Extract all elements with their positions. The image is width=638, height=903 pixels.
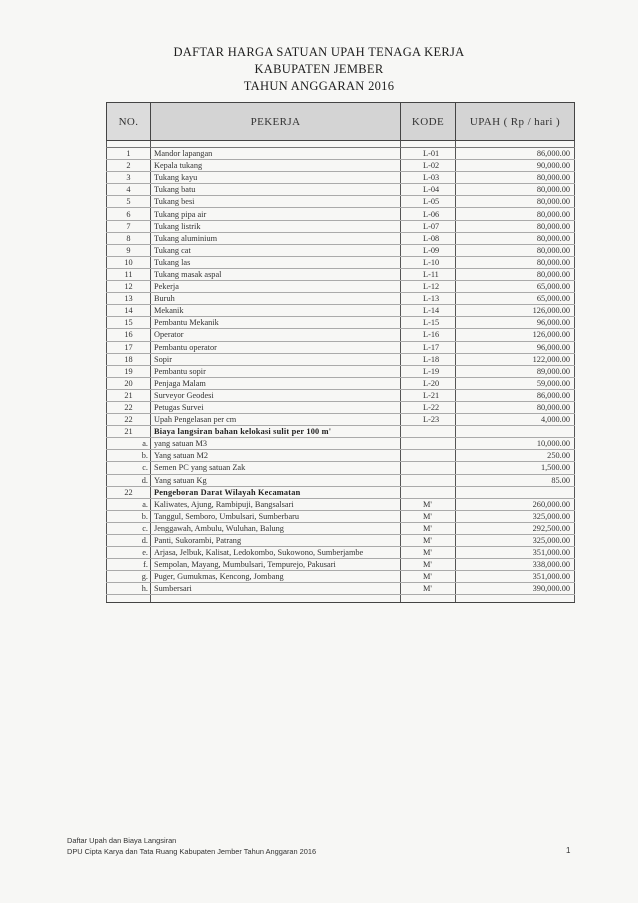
cell-no: 18 xyxy=(107,353,151,365)
cell-kode: L-23 xyxy=(401,414,456,426)
page-number: 1 xyxy=(566,846,571,855)
cell-upah: 250.00 xyxy=(456,450,575,462)
footer xyxy=(67,836,316,857)
cell-upah: 325,000.00 xyxy=(456,535,575,547)
cell-upah: 80,000.00 xyxy=(456,401,575,413)
cell-kode: M' xyxy=(401,547,456,559)
cell-kode: L-10 xyxy=(401,256,456,268)
cell-pekerja: Penjaga Malam xyxy=(151,377,401,389)
cell-upah: 80,000.00 xyxy=(456,172,575,184)
table-row xyxy=(107,329,575,341)
cell-pekerja: Tukang listrik xyxy=(151,220,401,232)
cell-no: c. xyxy=(107,462,151,474)
table-row xyxy=(107,232,575,244)
cell-pekerja: Tukang kayu xyxy=(151,172,401,184)
cell-pekerja: Sempolan, Mayang, Mumbulsari, Tempurejo, Pakusari xyxy=(151,559,401,571)
table-row xyxy=(107,535,575,547)
cell-pekerja: Petugas Survei xyxy=(151,401,401,413)
table-row xyxy=(107,474,575,486)
cell-upah: 96,000.00 xyxy=(456,317,575,329)
cell-kode: M' xyxy=(401,535,456,547)
cell-no: 22 xyxy=(107,414,151,426)
table-row xyxy=(107,184,575,196)
cell-kode: L-14 xyxy=(401,305,456,317)
cell-pekerja: yang satuan M3 xyxy=(151,438,401,450)
table-row xyxy=(107,160,575,172)
cell-pekerja: Tukang aluminium xyxy=(151,232,401,244)
cell-no: c. xyxy=(107,522,151,534)
cell-no: 7 xyxy=(107,220,151,232)
cell-no: a. xyxy=(107,498,151,510)
cell-upah: 80,000.00 xyxy=(456,232,575,244)
cell-no: d. xyxy=(107,535,151,547)
cell-pekerja: Panti, Sukorambi, Patrang xyxy=(151,535,401,547)
cell-kode: M' xyxy=(401,583,456,595)
table-row xyxy=(107,414,575,426)
cell-kode: M' xyxy=(401,522,456,534)
table-row xyxy=(107,341,575,353)
cell-pekerja: Pengeboran Darat Wilayah Kecamatan xyxy=(151,486,401,498)
cell-kode: L-06 xyxy=(401,208,456,220)
table-row xyxy=(107,244,575,256)
spacer-cell xyxy=(107,141,151,148)
cell-no: a. xyxy=(107,438,151,450)
table-row xyxy=(107,486,575,498)
table-row xyxy=(107,196,575,208)
cell-upah: 351,000.00 xyxy=(456,571,575,583)
cell-pekerja: Jenggawah, Ambulu, Wuluhan, Balung xyxy=(151,522,401,534)
cell-no: 5 xyxy=(107,196,151,208)
cell-no: 8 xyxy=(107,232,151,244)
table-row xyxy=(107,293,575,305)
cell-upah: 260,000.00 xyxy=(456,498,575,510)
cell-upah: 80,000.00 xyxy=(456,220,575,232)
cell-no: g. xyxy=(107,571,151,583)
cell-kode xyxy=(401,450,456,462)
cell-no: 21 xyxy=(107,389,151,401)
table-row xyxy=(107,317,575,329)
header-no: NO. xyxy=(107,103,151,141)
table-row xyxy=(107,353,575,365)
header-pekerja: PEKERJA xyxy=(151,103,401,141)
cell-upah: 59,000.00 xyxy=(456,377,575,389)
cell-upah: 122,000.00 xyxy=(456,353,575,365)
table-row xyxy=(107,268,575,280)
table-row xyxy=(107,389,575,401)
cell-upah: 80,000.00 xyxy=(456,256,575,268)
table-row xyxy=(107,256,575,268)
cell-pekerja: Kaliwates, Ajung, Rambipuji, Bangsalsari xyxy=(151,498,401,510)
cell-kode: L-12 xyxy=(401,281,456,293)
cell-upah: 96,000.00 xyxy=(456,341,575,353)
cell-kode: L-15 xyxy=(401,317,456,329)
cell-upah: 80,000.00 xyxy=(456,196,575,208)
cell-upah: 4,000.00 xyxy=(456,414,575,426)
cell-upah: 90,000.00 xyxy=(456,160,575,172)
cell-kode: M' xyxy=(401,559,456,571)
table-row xyxy=(107,305,575,317)
table-row xyxy=(107,450,575,462)
cell-pekerja: Yang satuan M2 xyxy=(151,450,401,462)
spacer-cell xyxy=(456,595,575,603)
table-row xyxy=(107,547,575,559)
table-row xyxy=(107,220,575,232)
cell-kode: L-21 xyxy=(401,389,456,401)
cell-upah: 65,000.00 xyxy=(456,293,575,305)
cell-upah: 292,500.00 xyxy=(456,522,575,534)
table-row xyxy=(107,365,575,377)
cell-upah: 325,000.00 xyxy=(456,510,575,522)
cell-pekerja: Sumbersari xyxy=(151,583,401,595)
cell-kode: M' xyxy=(401,510,456,522)
table-row xyxy=(107,438,575,450)
spacer-cell xyxy=(456,141,575,148)
cell-no: 3 xyxy=(107,172,151,184)
cell-upah: 126,000.00 xyxy=(456,305,575,317)
header-kode: KODE xyxy=(401,103,456,141)
cell-upah: 89,000.00 xyxy=(456,365,575,377)
cell-pekerja: Pembantu sopir xyxy=(151,365,401,377)
table-row xyxy=(107,426,575,438)
title-line-2: KABUPATEN JEMBER xyxy=(254,62,384,76)
cell-no: f. xyxy=(107,559,151,571)
cell-pekerja: Tukang pipa air xyxy=(151,208,401,220)
spacer-cell xyxy=(401,595,456,603)
table-row xyxy=(107,522,575,534)
cell-kode: L-18 xyxy=(401,353,456,365)
table-row xyxy=(107,498,575,510)
cell-pekerja: Buruh xyxy=(151,293,401,305)
cell-pekerja: Tukang las xyxy=(151,256,401,268)
table-body xyxy=(107,141,575,603)
spacer-cell xyxy=(151,595,401,603)
cell-no: 22 xyxy=(107,486,151,498)
cell-pekerja: Surveyor Geodesi xyxy=(151,389,401,401)
cell-pekerja: Mandor lapangan xyxy=(151,148,401,160)
cell-no: e. xyxy=(107,547,151,559)
cell-pekerja: Yang satuan Kg xyxy=(151,474,401,486)
table-row xyxy=(107,172,575,184)
cell-pekerja: Tukang batu xyxy=(151,184,401,196)
cell-no: 9 xyxy=(107,244,151,256)
cell-kode: L-04 xyxy=(401,184,456,196)
cell-no: 4 xyxy=(107,184,151,196)
cell-no: 11 xyxy=(107,268,151,280)
cell-upah: 80,000.00 xyxy=(456,184,575,196)
table-row xyxy=(107,281,575,293)
cell-kode: L-19 xyxy=(401,365,456,377)
cell-upah: 80,000.00 xyxy=(456,244,575,256)
table-row xyxy=(107,559,575,571)
cell-no: 14 xyxy=(107,305,151,317)
title-line-1: DAFTAR HARGA SATUAN UPAH TENAGA KERJA xyxy=(173,45,465,59)
cell-pekerja: Pekerja xyxy=(151,281,401,293)
cell-no: 16 xyxy=(107,329,151,341)
cell-no: 13 xyxy=(107,293,151,305)
cell-no: h. xyxy=(107,583,151,595)
header-upah: UPAH ( Rp / hari ) xyxy=(456,103,575,141)
cell-pekerja: Pembantu Mekanik xyxy=(151,317,401,329)
cell-no: 2 xyxy=(107,160,151,172)
table-row xyxy=(107,377,575,389)
cell-no: 22 xyxy=(107,401,151,413)
cell-kode xyxy=(401,438,456,450)
document-title xyxy=(0,44,638,95)
cell-kode: L-22 xyxy=(401,401,456,413)
cell-kode: L-05 xyxy=(401,196,456,208)
table-header-row xyxy=(107,103,575,141)
spacer-cell xyxy=(107,595,151,603)
cell-kode xyxy=(401,426,456,438)
spacer-cell xyxy=(401,141,456,148)
table-row xyxy=(107,571,575,583)
table-row xyxy=(107,462,575,474)
cell-pekerja: Upah Pengelasan per cm xyxy=(151,414,401,426)
cell-pekerja: Arjasa, Jelbuk, Kalisat, Ledokombo, Sukowono, Sumberjambe xyxy=(151,547,401,559)
cell-kode: L-17 xyxy=(401,341,456,353)
cell-no: 15 xyxy=(107,317,151,329)
spacer-cell xyxy=(151,141,401,148)
cell-no: d. xyxy=(107,474,151,486)
cell-kode: L-01 xyxy=(401,148,456,160)
cell-kode: L-07 xyxy=(401,220,456,232)
cell-upah: 65,000.00 xyxy=(456,281,575,293)
cell-kode: L-20 xyxy=(401,377,456,389)
cell-pekerja: Biaya langsiran bahan kelokasi sulit per 100 m' xyxy=(151,426,401,438)
cell-no: b. xyxy=(107,510,151,522)
cell-kode: L-13 xyxy=(401,293,456,305)
cell-no: 19 xyxy=(107,365,151,377)
title-line-3: TAHUN ANGGARAN 2016 xyxy=(243,79,395,93)
cell-pekerja: Tanggul, Semboro, Umbulsari, Sumberbaru xyxy=(151,510,401,522)
cell-upah xyxy=(456,486,575,498)
cell-upah: 85.00 xyxy=(456,474,575,486)
cell-no: 21 xyxy=(107,426,151,438)
cell-no: 12 xyxy=(107,281,151,293)
cell-upah: 80,000.00 xyxy=(456,268,575,280)
table-spacer-row xyxy=(107,595,575,603)
cell-pekerja: Pembantu operator xyxy=(151,341,401,353)
cell-pekerja: Tukang cat xyxy=(151,244,401,256)
cell-no: 20 xyxy=(107,377,151,389)
cell-pekerja: Tukang besi xyxy=(151,196,401,208)
cell-upah: 338,000.00 xyxy=(456,559,575,571)
cell-pekerja: Sopir xyxy=(151,353,401,365)
cell-no: b. xyxy=(107,450,151,462)
cell-kode: L-11 xyxy=(401,268,456,280)
cell-upah: 390,000.00 xyxy=(456,583,575,595)
cell-pekerja: Semen PC yang satuan Zak xyxy=(151,462,401,474)
table-row xyxy=(107,583,575,595)
cell-kode: L-09 xyxy=(401,244,456,256)
cell-no: 17 xyxy=(107,341,151,353)
cell-kode: L-02 xyxy=(401,160,456,172)
cell-kode: L-16 xyxy=(401,329,456,341)
table-row xyxy=(107,401,575,413)
cell-no: 1 xyxy=(107,148,151,160)
cell-pekerja: Kepala tukang xyxy=(151,160,401,172)
cell-pekerja: Operator xyxy=(151,329,401,341)
cell-upah: 10,000.00 xyxy=(456,438,575,450)
table-row xyxy=(107,148,575,160)
cell-upah xyxy=(456,426,575,438)
table-spacer-row xyxy=(107,141,575,148)
cell-kode: M' xyxy=(401,571,456,583)
cell-kode: L-03 xyxy=(401,172,456,184)
cell-upah: 80,000.00 xyxy=(456,208,575,220)
cell-pekerja: Mekanik xyxy=(151,305,401,317)
cell-upah: 86,000.00 xyxy=(456,389,575,401)
cell-pekerja: Puger, Gumukmas, Kencong, Jombang xyxy=(151,571,401,583)
cell-kode xyxy=(401,474,456,486)
wage-table xyxy=(106,102,575,603)
cell-no: 6 xyxy=(107,208,151,220)
table-row xyxy=(107,208,575,220)
footer-line-2: DPU Cipta Karya dan Tata Ruang Kabupaten Jember Tahun Anggaran 2016 xyxy=(67,846,317,856)
table-row xyxy=(107,510,575,522)
footer-line-1: Daftar Upah dan Biaya Langsiran xyxy=(67,836,177,845)
cell-upah: 86,000.00 xyxy=(456,148,575,160)
cell-no: 10 xyxy=(107,256,151,268)
cell-pekerja: Tukang masak aspal xyxy=(151,268,401,280)
cell-kode: L-08 xyxy=(401,232,456,244)
cell-kode xyxy=(401,486,456,498)
cell-kode xyxy=(401,462,456,474)
cell-kode: M' xyxy=(401,498,456,510)
cell-upah: 351,000.00 xyxy=(456,547,575,559)
cell-upah: 126,000.00 xyxy=(456,329,575,341)
cell-upah: 1,500.00 xyxy=(456,462,575,474)
